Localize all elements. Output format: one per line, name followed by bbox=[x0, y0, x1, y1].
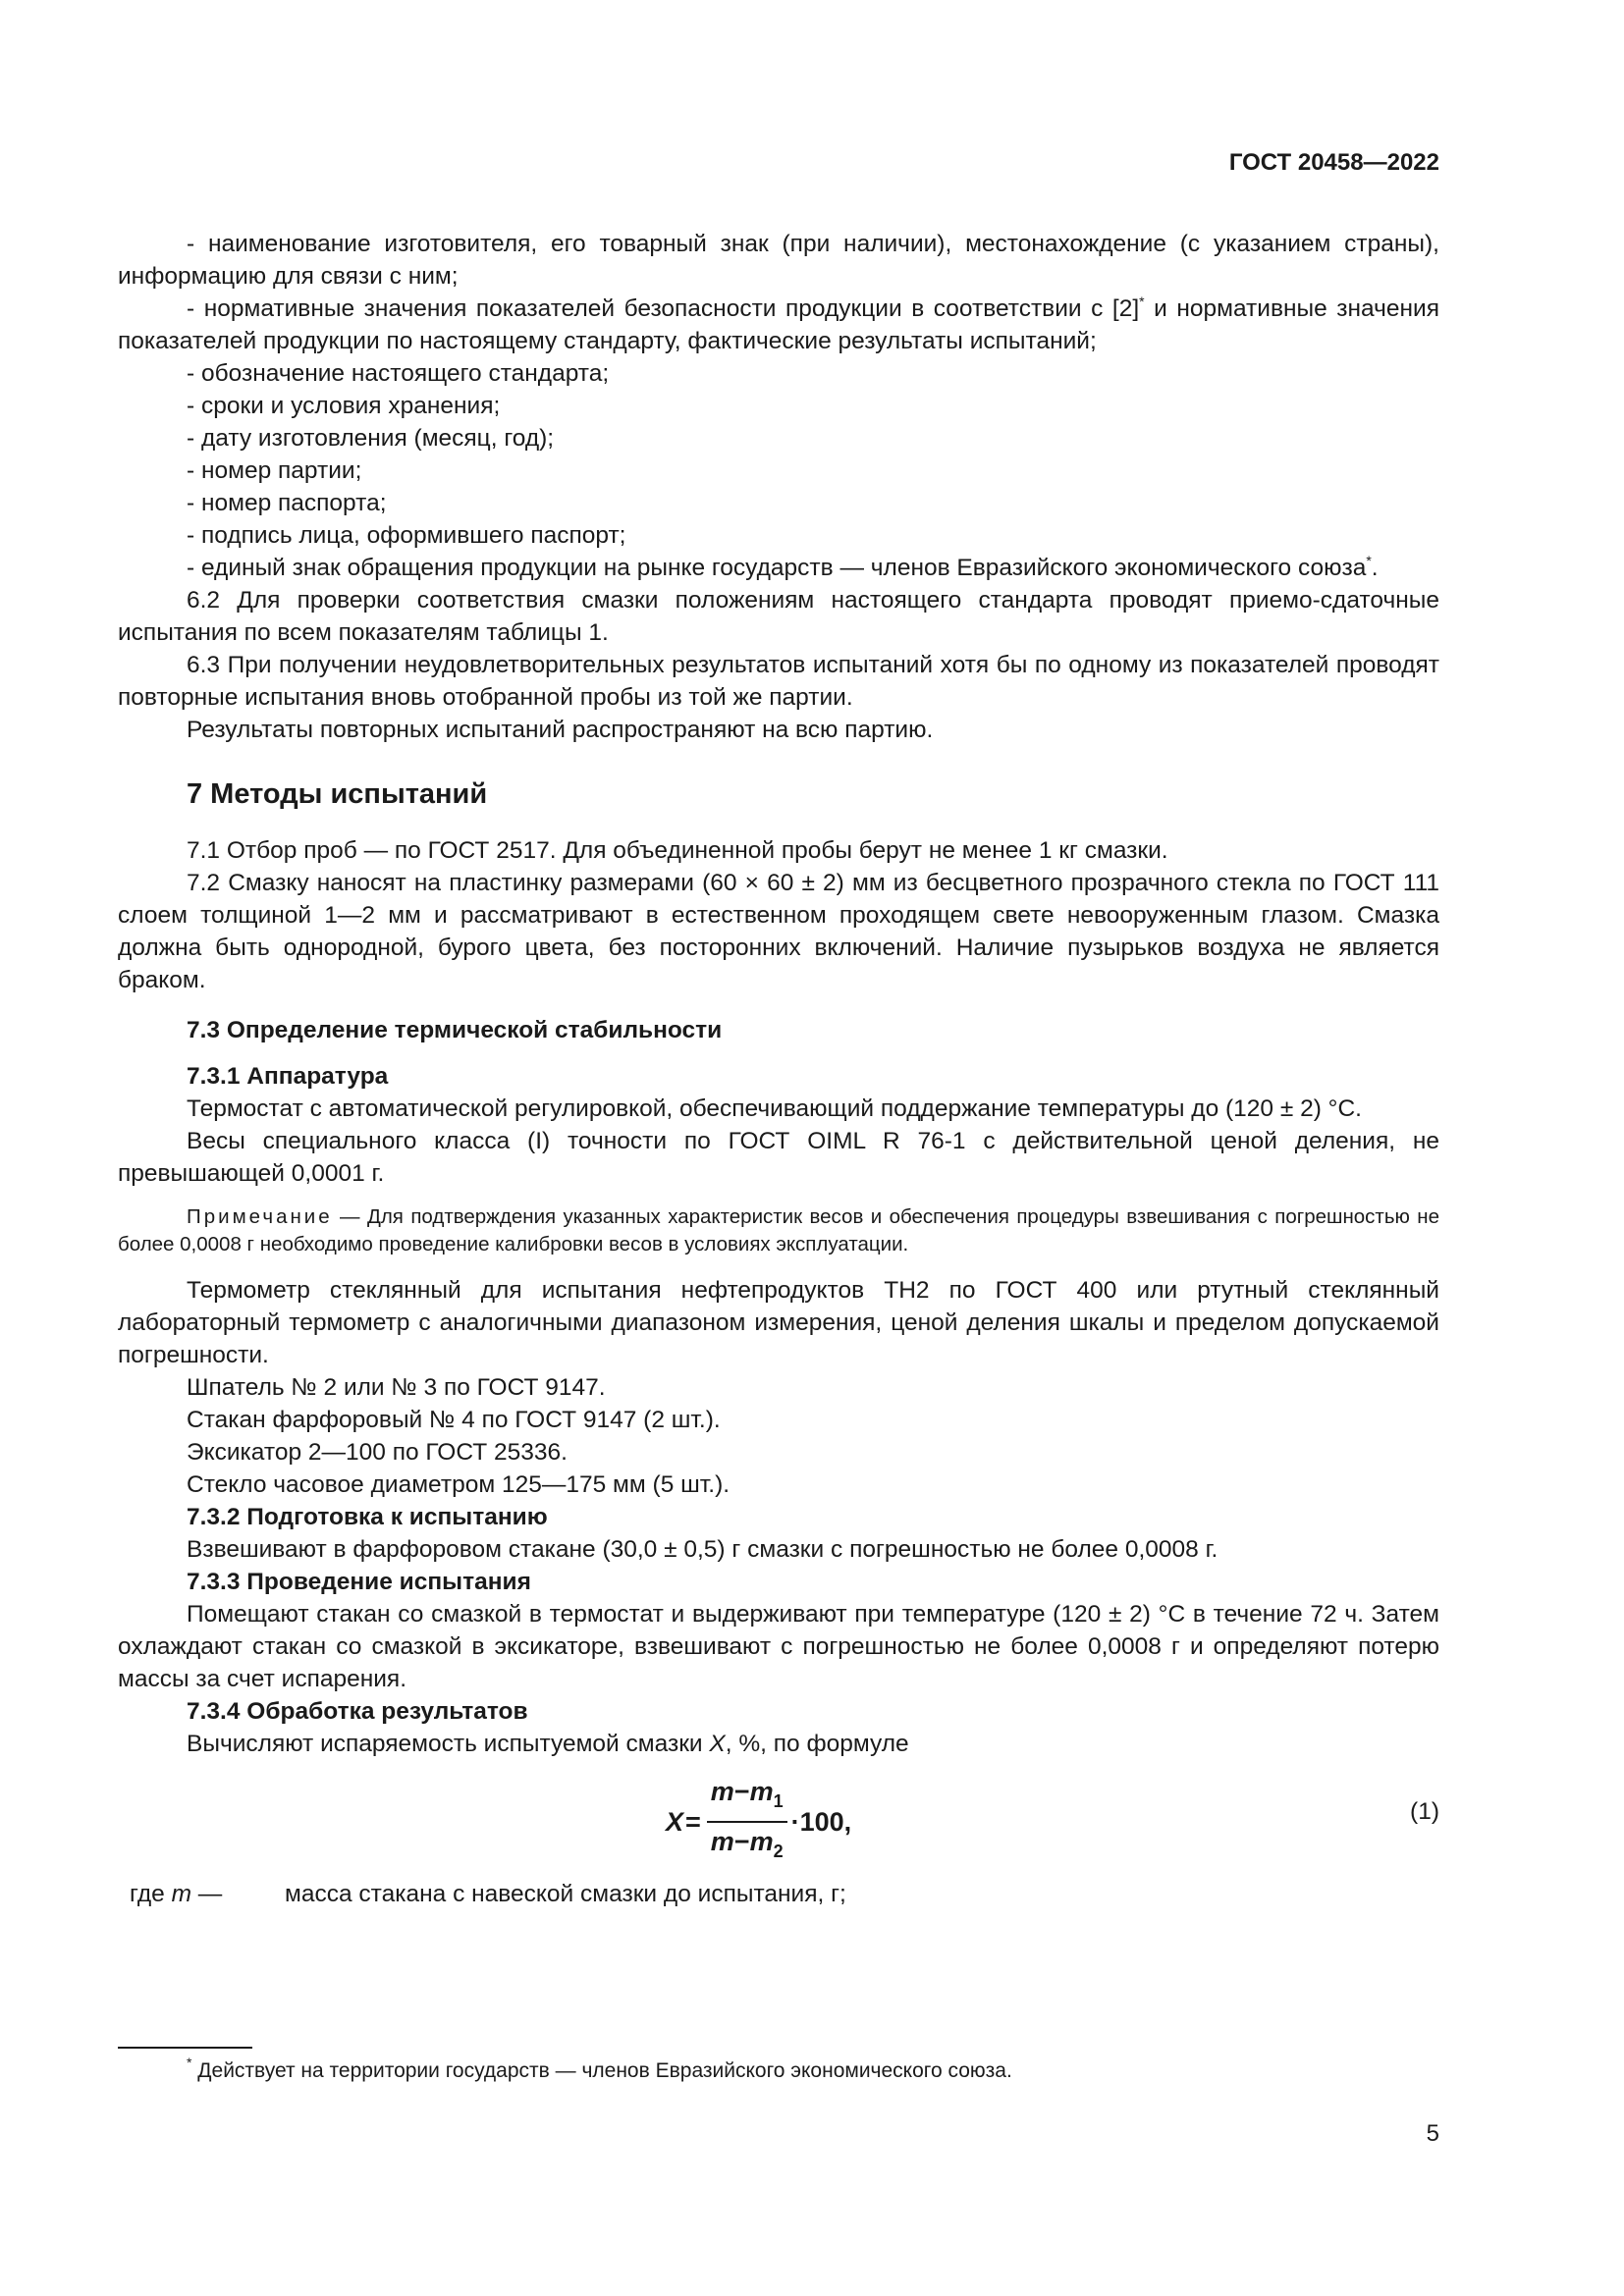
paragraph-spatula: Шпатель № 2 или № 3 по ГОСТ 9147. bbox=[187, 1374, 606, 1401]
formula-row bbox=[118, 1770, 1439, 1861]
paragraph-thermostat: Термостат с автоматической регулировкой, обеспечивающий поддержание температуры до (120 ± 2) °С. bbox=[187, 1095, 1362, 1122]
page-number: 5 bbox=[1426, 2120, 1439, 2147]
where-label: где bbox=[130, 1881, 165, 1907]
where-var: m bbox=[171, 1881, 191, 1907]
list-item-norm bbox=[118, 293, 1439, 357]
list-item: - наименование изготовителя, его товарный знак (при наличии), местонахождение (с указанием страны), информацию для связи с ним; bbox=[118, 231, 1439, 290]
paragraph-6-2: 6.2 Для проверки соответствия смазки положениям настоящего стандарта проводят приемо-сдаточные испытания по всем показателям таблицы 1. bbox=[118, 587, 1439, 646]
note bbox=[118, 1203, 1439, 1258]
paragraph-cup: Стакан фарфоровый № 4 по ГОСТ 9147 (2 шт.). bbox=[187, 1407, 721, 1433]
section-7-3-4-heading: 7.3.4 Обработка результатов bbox=[187, 1698, 528, 1725]
list-item: - подпись лица, оформившего паспорт; bbox=[187, 522, 626, 549]
paragraph-desiccator: Эксикатор 2—100 по ГОСТ 25336. bbox=[187, 1439, 568, 1466]
formula-subscript: 1 bbox=[773, 1791, 784, 1811]
section-7-3-2-heading: 7.3.2 Подготовка к испытанию bbox=[187, 1504, 548, 1530]
formula-equals: = bbox=[685, 1806, 701, 1837]
paragraph-text: Вычисляют испаряемость испытуемой смазки bbox=[187, 1731, 710, 1757]
paragraph-7-2: 7.2 Смазку наносят на пластинку размерами (60 × 60 ± 2) мм из бесцветного прозрачного стекла по ГОСТ 111 слоем толщиной 1—2 мм и рассматривают в естественном проходящем свете невооруженным глазом. Смазка должна быть однородной, бурого цвета, без посторонних включений. Наличие пузырьков воздуха не является браком. bbox=[118, 870, 1439, 993]
where-dash: — bbox=[191, 1881, 223, 1907]
paragraph-6-3-result: Результаты повторных испытаний распространяют на всю партию. bbox=[187, 717, 934, 743]
list-item-text: - нормативные значения показателей безопасности продукции в соответствии с [2] bbox=[187, 295, 1140, 322]
where-definition: масса стакана с навеской смазки до испытания, г; bbox=[285, 1881, 846, 1907]
list-item-end: . bbox=[1371, 555, 1379, 581]
section-7-3-3-heading: 7.3.3 Проведение испытания bbox=[187, 1569, 531, 1595]
equation-number: (1) bbox=[1410, 1798, 1439, 1825]
paragraph-7-3-3: Помещают стакан со смазкой в термостат и выдерживают при температуре (120 ± 2) °С в течение 72 ч. Затем охлаждают стакан со смазкой в эксикаторе, взвешивают с погрешностью не более 0,0008 г и определяют потерю массы за счет испарения. bbox=[118, 1601, 1439, 1692]
paragraph-scales: Весы специального класса (I) точности по ГОСТ OIML R 76-1 с действительной ценой деления, не превышающей 0,0001 г. bbox=[118, 1128, 1439, 1187]
list-item: - обозначение настоящего стандарта; bbox=[187, 360, 610, 387]
paragraph-text: , %, по формуле bbox=[725, 1731, 909, 1757]
formula-tail: ·100, bbox=[790, 1806, 852, 1837]
list-item: - дату изготовления (месяц, год); bbox=[187, 425, 555, 452]
list-item: - сроки и условия хранения; bbox=[187, 393, 501, 419]
formula-var: m bbox=[710, 1777, 734, 1806]
formula-subscript: 2 bbox=[773, 1842, 784, 1861]
footnote bbox=[187, 2055, 1012, 2083]
where-clause bbox=[130, 1878, 1439, 1910]
formula-var: m bbox=[749, 1827, 774, 1856]
list-item: - номер партии; bbox=[187, 457, 362, 484]
paragraph-6-3: 6.3 При получении неудовлетворительных результатов испытаний хотя бы по одному из показателей проводят повторные испытания вновь отобранной пробы из той же партии. bbox=[118, 652, 1439, 711]
formula-var: m bbox=[749, 1777, 774, 1806]
variable-x: X bbox=[709, 1731, 726, 1757]
note-label: Примечание bbox=[187, 1205, 333, 1228]
where-term bbox=[130, 1878, 285, 1910]
list-item: - номер паспорта; bbox=[187, 490, 387, 516]
section-7-3-heading: 7.3 Определение термической стабильности bbox=[187, 1017, 723, 1043]
paragraph-thermometer: Термометр стеклянный для испытания нефтепродуктов ТН2 по ГОСТ 400 или ртутный стеклянный лабораторный термометр с аналогичными диапазоном измерения, ценой деления шкалы и пределом допускаемой погрешности. bbox=[118, 1277, 1439, 1368]
paragraph-7-3-4 bbox=[118, 1728, 1439, 1760]
footnote-text: Действует на территории государств — членов Евразийского экономического союза. bbox=[191, 2059, 1012, 2082]
page-content bbox=[118, 228, 1439, 1910]
section-7-3-1-heading: 7.3.1 Аппаратура bbox=[187, 1063, 389, 1090]
footnote-separator bbox=[118, 2047, 252, 2049]
paragraph-watch-glass: Стекло часовое диаметром 125—175 мм (5 шт.). bbox=[187, 1471, 731, 1498]
section-7-heading: 7 Методы испытаний bbox=[187, 778, 488, 810]
formula bbox=[666, 1776, 851, 1868]
list-item-text: и нормативные значения показателей продукции по настоящему стандарту, фактические результаты испытаний; bbox=[118, 295, 1439, 354]
document-code: ГОСТ 20458—2022 bbox=[1228, 149, 1439, 176]
footnote-mark: * bbox=[1139, 294, 1145, 309]
formula-numerator bbox=[707, 1776, 787, 1823]
formula-op: − bbox=[733, 1827, 750, 1856]
formula-op: − bbox=[733, 1777, 750, 1806]
paragraph-7-3-2: Взвешивают в фарфоровом стакане (30,0 ± 0,5) г смазки с погрешностью не более 0,0008 г. bbox=[187, 1536, 1218, 1563]
list-item-sign bbox=[118, 552, 1439, 584]
formula-fraction bbox=[707, 1776, 787, 1868]
formula-lhs: X bbox=[666, 1806, 684, 1837]
formula-denominator bbox=[707, 1823, 787, 1868]
paragraph-7-1: 7.1 Отбор проб — по ГОСТ 2517. Для объединенной пробы берут не менее 1 кг смазки. bbox=[187, 837, 1168, 864]
note-text: — Для подтверждения указанных характеристик весов и обеспечения процедуры взвешивания с погрешностью не более 0,0008 г необходимо проведение калибровки весов в условиях эксплуатации. bbox=[118, 1205, 1439, 1255]
formula-var: m bbox=[710, 1827, 734, 1856]
footnote-mark: * bbox=[1366, 553, 1372, 568]
footnote-mark: * bbox=[187, 2055, 192, 2070]
list-item-text: - единый знак обращения продукции на рынке государств — членов Евразийского экономического союза bbox=[187, 555, 1367, 581]
